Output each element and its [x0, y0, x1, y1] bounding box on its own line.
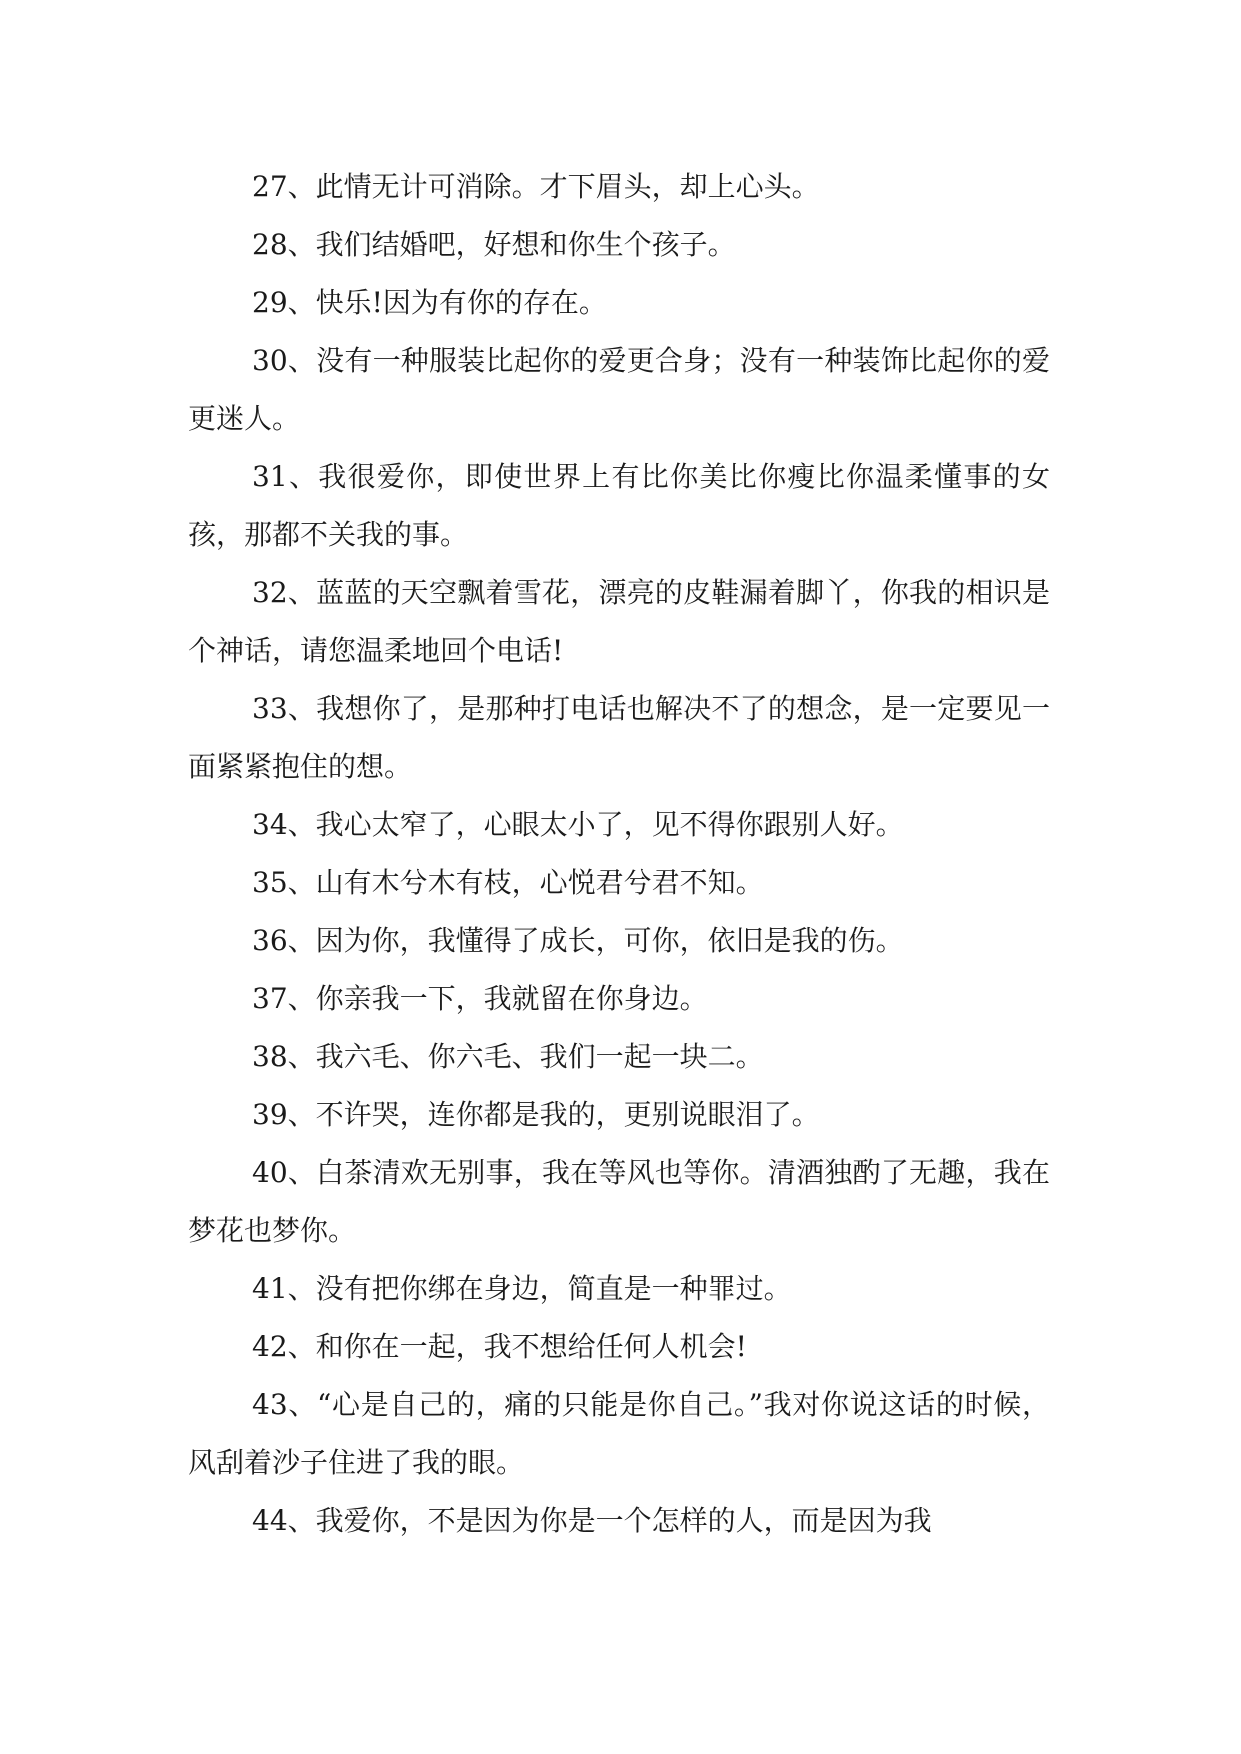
paragraph-39: 39、不许哭，连你都是我的，更别说眼泪了。 — [252, 1098, 820, 1131]
paragraph-33: 33、我想你了，是那种打电话也解决不了的想念，是一定要见一面紧紧抱住的想。 — [188, 692, 1050, 783]
paragraph-37: 37、你亲我一下，我就留在你身边。 — [252, 982, 708, 1015]
paragraph-27: 27、此情无计可消除。才下眉头，却上心头。 — [252, 170, 820, 203]
paragraph-40: 40、白茶清欢无别事，我在等风也等你。清酒独酌了无趣，我在梦花也梦你。 — [188, 1156, 1050, 1247]
paragraph-30: 30、没有一种服装比起你的爱更合身；没有一种装饰比起你的爱更迷人。 — [188, 344, 1050, 435]
paragraph-36: 36、因为你，我懂得了成长，可你，依旧是我的伤。 — [252, 924, 904, 957]
paragraph-44: 44、我爱你，不是因为你是一个怎样的人，而是因为我 — [252, 1504, 932, 1537]
paragraph-38: 38、我六毛、你六毛、我们一起一块二。 — [252, 1040, 764, 1073]
paragraph-31: 31、我很爱你，即使世界上有比你美比你瘦比你温柔懂事的女孩，那都不关我的事。 — [188, 460, 1050, 551]
paragraph-34: 34、我心太窄了，心眼太小了，见不得你跟别人好。 — [252, 808, 904, 841]
paragraph-42: 42、和你在一起，我不想给任何人机会! — [252, 1330, 747, 1363]
paragraph-43: 43、“心是自己的，痛的只能是你自己。”我对你说这话的时候，风刮着沙子住进了我的眼。 — [188, 1388, 1050, 1479]
paragraph-32: 32、蓝蓝的天空飘着雪花，漂亮的皮鞋漏着脚丫，你我的相识是个神话，请您温柔地回个电话! — [188, 576, 1050, 667]
paragraph-29: 29、快乐!因为有你的存在。 — [252, 286, 607, 319]
document-body — [188, 158, 1050, 1550]
paragraph-28: 28、我们结婚吧，好想和你生个孩子。 — [252, 228, 736, 261]
paragraph-41: 41、没有把你绑在身边，简直是一种罪过。 — [252, 1272, 792, 1305]
paragraph-35: 35、山有木兮木有枝，心悦君兮君不知。 — [252, 866, 764, 899]
